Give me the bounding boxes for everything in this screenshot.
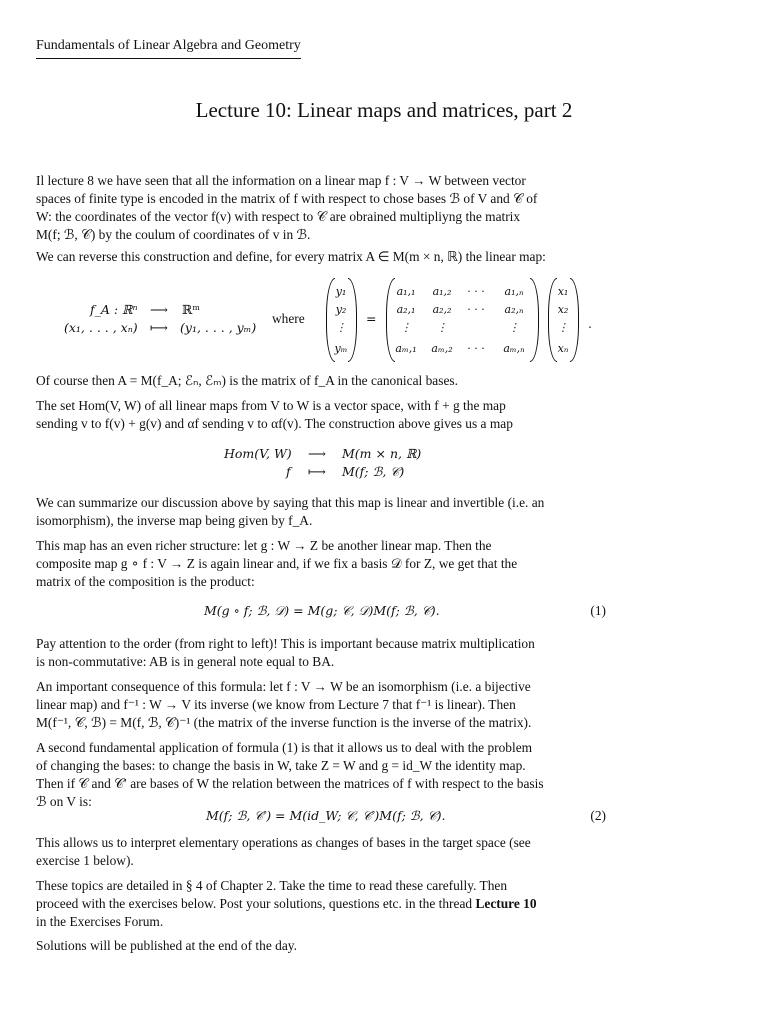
lecture-title: Lecture 10: Linear maps and matrices, part 2 <box>195 98 573 122</box>
paragraph-inverse <box>36 678 606 732</box>
text-line: Of course then A = M(f_A; ℰₙ, ℰₘ) is the matrix of f_A in the canonical bases. <box>36 373 458 388</box>
text-line: Il lecture 8 we have seen that all the information on a linear map f : V → W between vector <box>36 173 526 188</box>
text-line: Then if 𝒞 and 𝒞′ are bases of W the relation between the matrices of f with respect to the basis <box>36 776 544 791</box>
paragraph-composition <box>36 537 606 591</box>
equation-2-number: (2) <box>590 808 606 823</box>
text-line: ℬ on V is: <box>36 794 92 809</box>
map-def-row1-left: f_A : ℝⁿ <box>90 302 138 317</box>
map-def-row2-left: (x₁, . . . , xₙ) <box>64 320 138 335</box>
where-label: where <box>272 311 305 326</box>
text-line: The set Hom(V, W) of all linear maps from V to W is a vector space, with f + g the map <box>36 398 506 413</box>
matrix-entry: aₘ,₂ <box>431 342 453 355</box>
map-def-row2-right: (y₁, . . . , yₘ) <box>180 320 257 335</box>
text-line: We can summarize our discussion above by saying that this map is linear and invertible (i.e. an <box>36 495 545 510</box>
paragraph-solutions <box>36 937 606 955</box>
matrix-entry: ⋮ <box>436 321 448 334</box>
hom-row2-left: f <box>286 464 291 479</box>
matrix-entry: aₘ,ₙ <box>503 342 525 355</box>
paragraph-change-of-basis <box>36 739 606 811</box>
matrix-entry: a₂,₂ <box>432 303 452 316</box>
paragraph-order <box>36 635 606 671</box>
text-line: exercise 1 below). <box>36 853 134 868</box>
text-line: isomorphism), the inverse map being given by f_A. <box>36 513 313 528</box>
y-entry: y₁ <box>335 285 347 298</box>
matrix-entry: ⋮ <box>508 321 520 334</box>
y-entry: ⋮ <box>335 321 347 334</box>
matrix-entry: · · · <box>467 342 485 355</box>
x-entry: x₁ <box>557 285 569 298</box>
equation-1: M(g ∘ f; ℬ, 𝒟) = M(g; 𝒞, 𝒟)M(f; ℬ, 𝒞). <box>204 603 440 618</box>
paragraph-intro <box>36 172 606 244</box>
text-line: A second fundamental application of formula (1) is that it allows us to deal with the problem <box>36 740 533 755</box>
text-line: Solutions will be published at the end of the day. <box>36 938 297 953</box>
hom-row2-right: M(f; ℬ, 𝒞) <box>342 464 405 479</box>
matrix-entry: aₘ,₁ <box>395 342 417 355</box>
y-entry: y₂ <box>335 303 347 316</box>
text-line: sending v to f(v) + g(v) and αf sending v to αf(v). The construction above gives us a map <box>36 416 513 431</box>
text-line: in the Exercises Forum. <box>36 914 164 929</box>
text-line <box>36 895 606 913</box>
matrix-entry: · · · <box>467 303 485 316</box>
equals-sign: = <box>366 311 377 326</box>
text-line: of changing the bases: to change the basis in W, take Z = W and g = id_W the identity map. <box>36 758 526 773</box>
text-line: spaces of finite type is encoded in the matrix of f with respect to chose bases ℬ of V and 𝒞 of <box>36 191 538 206</box>
map-def-row2-arrow: ⟼ <box>150 320 168 335</box>
x-entry: xₙ <box>557 342 569 355</box>
matrix-entry: a₁,ₙ <box>504 285 524 298</box>
text-line: An important consequence of this formula: let f : V → W be an isomorphism (i.e. a bijective <box>36 679 531 694</box>
text-span: proceed with the exercises below. Post your solutions, questions etc. in the thread <box>36 896 476 911</box>
text-line: M(f⁻¹, 𝒞, ℬ) = M(f, ℬ, 𝒞)⁻¹ (the matrix of the inverse function is the inverse of the matrix). <box>36 715 532 730</box>
x-entry: x₂ <box>557 303 569 316</box>
paragraph-canonical <box>36 372 606 390</box>
hom-row1-right: M(m × n, ℝ) <box>342 446 422 461</box>
paragraph-summary <box>36 494 606 530</box>
text-line: This map has an even richer structure: let g : W → Z be another linear map. Then the <box>36 538 492 553</box>
paragraph-topics <box>36 877 606 931</box>
text-line: M(f; ℬ, 𝒞) by the coulum of coordinates of v in ℬ. <box>36 227 311 242</box>
matrix-entry: · · · <box>467 285 485 298</box>
hom-row1-left: Hom(V, W) <box>224 446 292 461</box>
hom-row2-arrow: ⟼ <box>308 464 326 479</box>
text-line: matrix of the composition is the product: <box>36 574 255 589</box>
hom-row1-arrow: ⟶ <box>308 446 326 461</box>
paragraph-elementary-ops <box>36 834 606 870</box>
text-line: We can reverse this construction and define, for every matrix A ∈ M(m × n, ℝ) the linear map: <box>36 249 546 264</box>
paragraph-reverse <box>36 248 606 266</box>
map-def-row1-arrow: ⟶ <box>150 302 168 317</box>
matrix-entry: a₁,₂ <box>432 285 452 298</box>
paragraph-hom <box>36 397 606 433</box>
text-line: Pay attention to the order (from right to left)! This is important because matrix multiplication <box>36 636 535 651</box>
matrix-entry: a₁,₁ <box>396 285 416 298</box>
equation-2: M(f; ℬ, 𝒞′) = M(id_W; 𝒞, 𝒞′)M(f; ℬ, 𝒞). <box>206 808 446 823</box>
text-line: W: the coordinates of the vector f(v) with respect to 𝒞 are obrained multipliyng the matrix <box>36 209 521 224</box>
text-line: linear map) and f⁻¹ : W → V its inverse (we know from Lecture 7 that f⁻¹ is linear). Then <box>36 697 516 712</box>
y-entry: yₘ <box>334 342 348 355</box>
display-period: . <box>588 316 592 331</box>
x-entry: ⋮ <box>557 321 569 334</box>
map-def-row1-right: ℝᵐ <box>182 302 201 317</box>
text-line: is non-commutative: AB is in general note equal to BA. <box>36 654 335 669</box>
text-line: These topics are detailed in § 4 of Chapter 2. Take the time to read these carefully. Then <box>36 878 508 893</box>
forum-thread-link[interactable]: Lecture 10 <box>475 896 537 911</box>
equation-1-number: (1) <box>590 603 606 618</box>
matrix-entry: a₂,ₙ <box>504 303 524 316</box>
text-line: composite map g ∘ f : V → Z is again linear and, if we fix a basis 𝒟 for Z, we get that the <box>36 556 518 571</box>
course-header: Fundamentals of Linear Algebra and Geometry <box>36 38 301 59</box>
matrix-entry: a₂,₁ <box>396 303 416 316</box>
matrix-entry: ⋮ <box>400 321 412 334</box>
text-line: This allows us to interpret elementary operations as changes of bases in the target space (see <box>36 835 531 850</box>
